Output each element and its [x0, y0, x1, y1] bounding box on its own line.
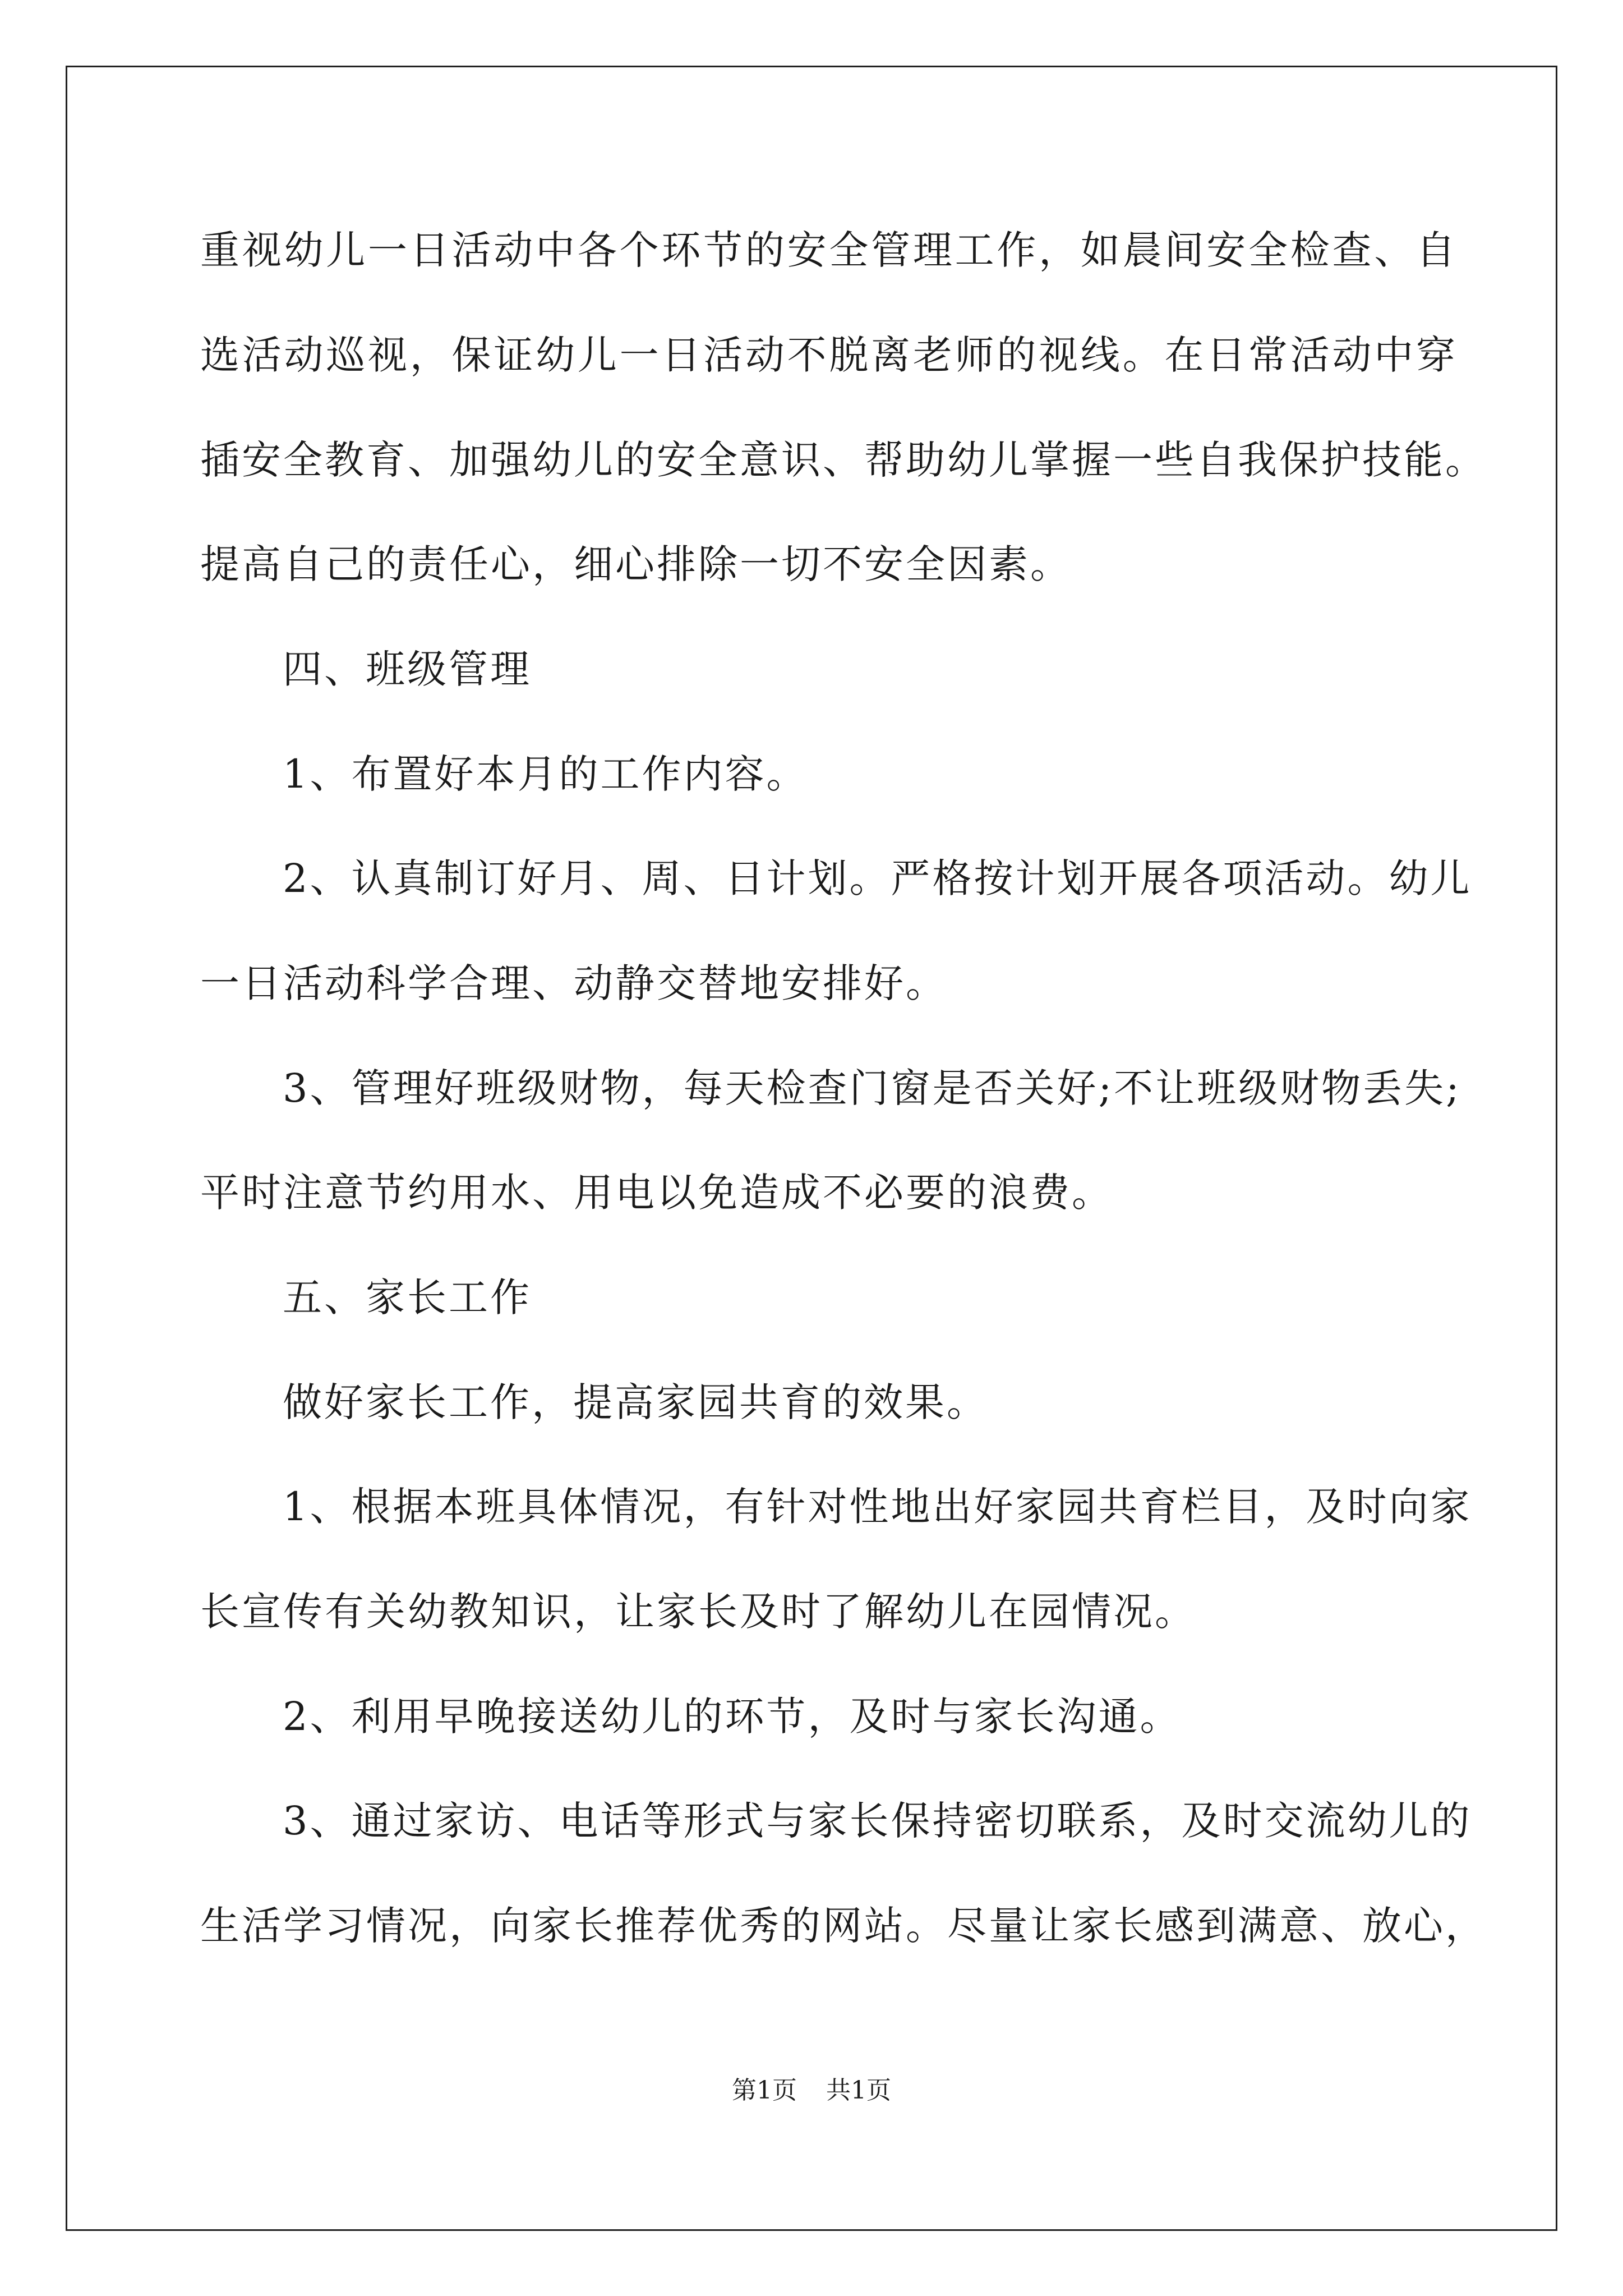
paragraph-line: 一日活动科学合理、动静交替地安排好。: [200, 960, 947, 1006]
paragraph-line: 1、根据本班具体情况，有针对性地出好家园共育栏目，及时向家: [283, 1484, 1472, 1530]
page-number: 第1页: [732, 2076, 797, 2105]
paragraph-line: 选活动巡视，保证幼儿一日活动不脱离老师的视线。在日常活动中穿: [200, 332, 1458, 378]
paragraph-line: 重视幼儿一日活动中各个环节的安全管理工作，如晨间安全检查、自: [200, 227, 1458, 273]
paragraph-line: 3、管理好班级财物，每天检查门窗是否关好;不让班级财物丢失;: [283, 1065, 1461, 1111]
paragraph-line: 2、认真制订好月、周、日计划。严格按计划开展各项活动。幼儿: [283, 855, 1472, 901]
page-footer: [0, 2074, 1623, 2108]
paragraph-line: 做好家长工作，提高家园共育的效果。: [283, 1379, 988, 1425]
section-heading: 五、家长工作: [283, 1274, 532, 1320]
paragraph-line: 长宣传有关幼教知识，让家长及时了解幼儿在园情况。: [200, 1589, 1196, 1635]
section-heading: 四、班级管理: [283, 646, 532, 692]
paragraph-line: 生活学习情况，向家长推荐优秀的网站。尽量让家长感到满意、放心，: [200, 1903, 1487, 1949]
paragraph-line: 2、利用早晚接送幼儿的环节，及时与家长沟通。: [283, 1694, 1182, 1740]
paragraph-line: 3、通过家访、电话等形式与家长保持密切联系，及时交流幼儿的: [283, 1798, 1472, 1844]
paragraph-line: 1、布置好本月的工作内容。: [283, 751, 808, 797]
paragraph-line: 插安全教育、加强幼儿的安全意识、帮助幼儿掌握一些自我保护技能。: [200, 437, 1487, 483]
page-total: 共1页: [826, 2076, 891, 2105]
paragraph-line: 平时注意节约用水、用电以免造成不必要的浪费。: [200, 1170, 1113, 1216]
paragraph-line: 提高自己的责任心，细心排除一切不安全因素。: [200, 541, 1072, 587]
